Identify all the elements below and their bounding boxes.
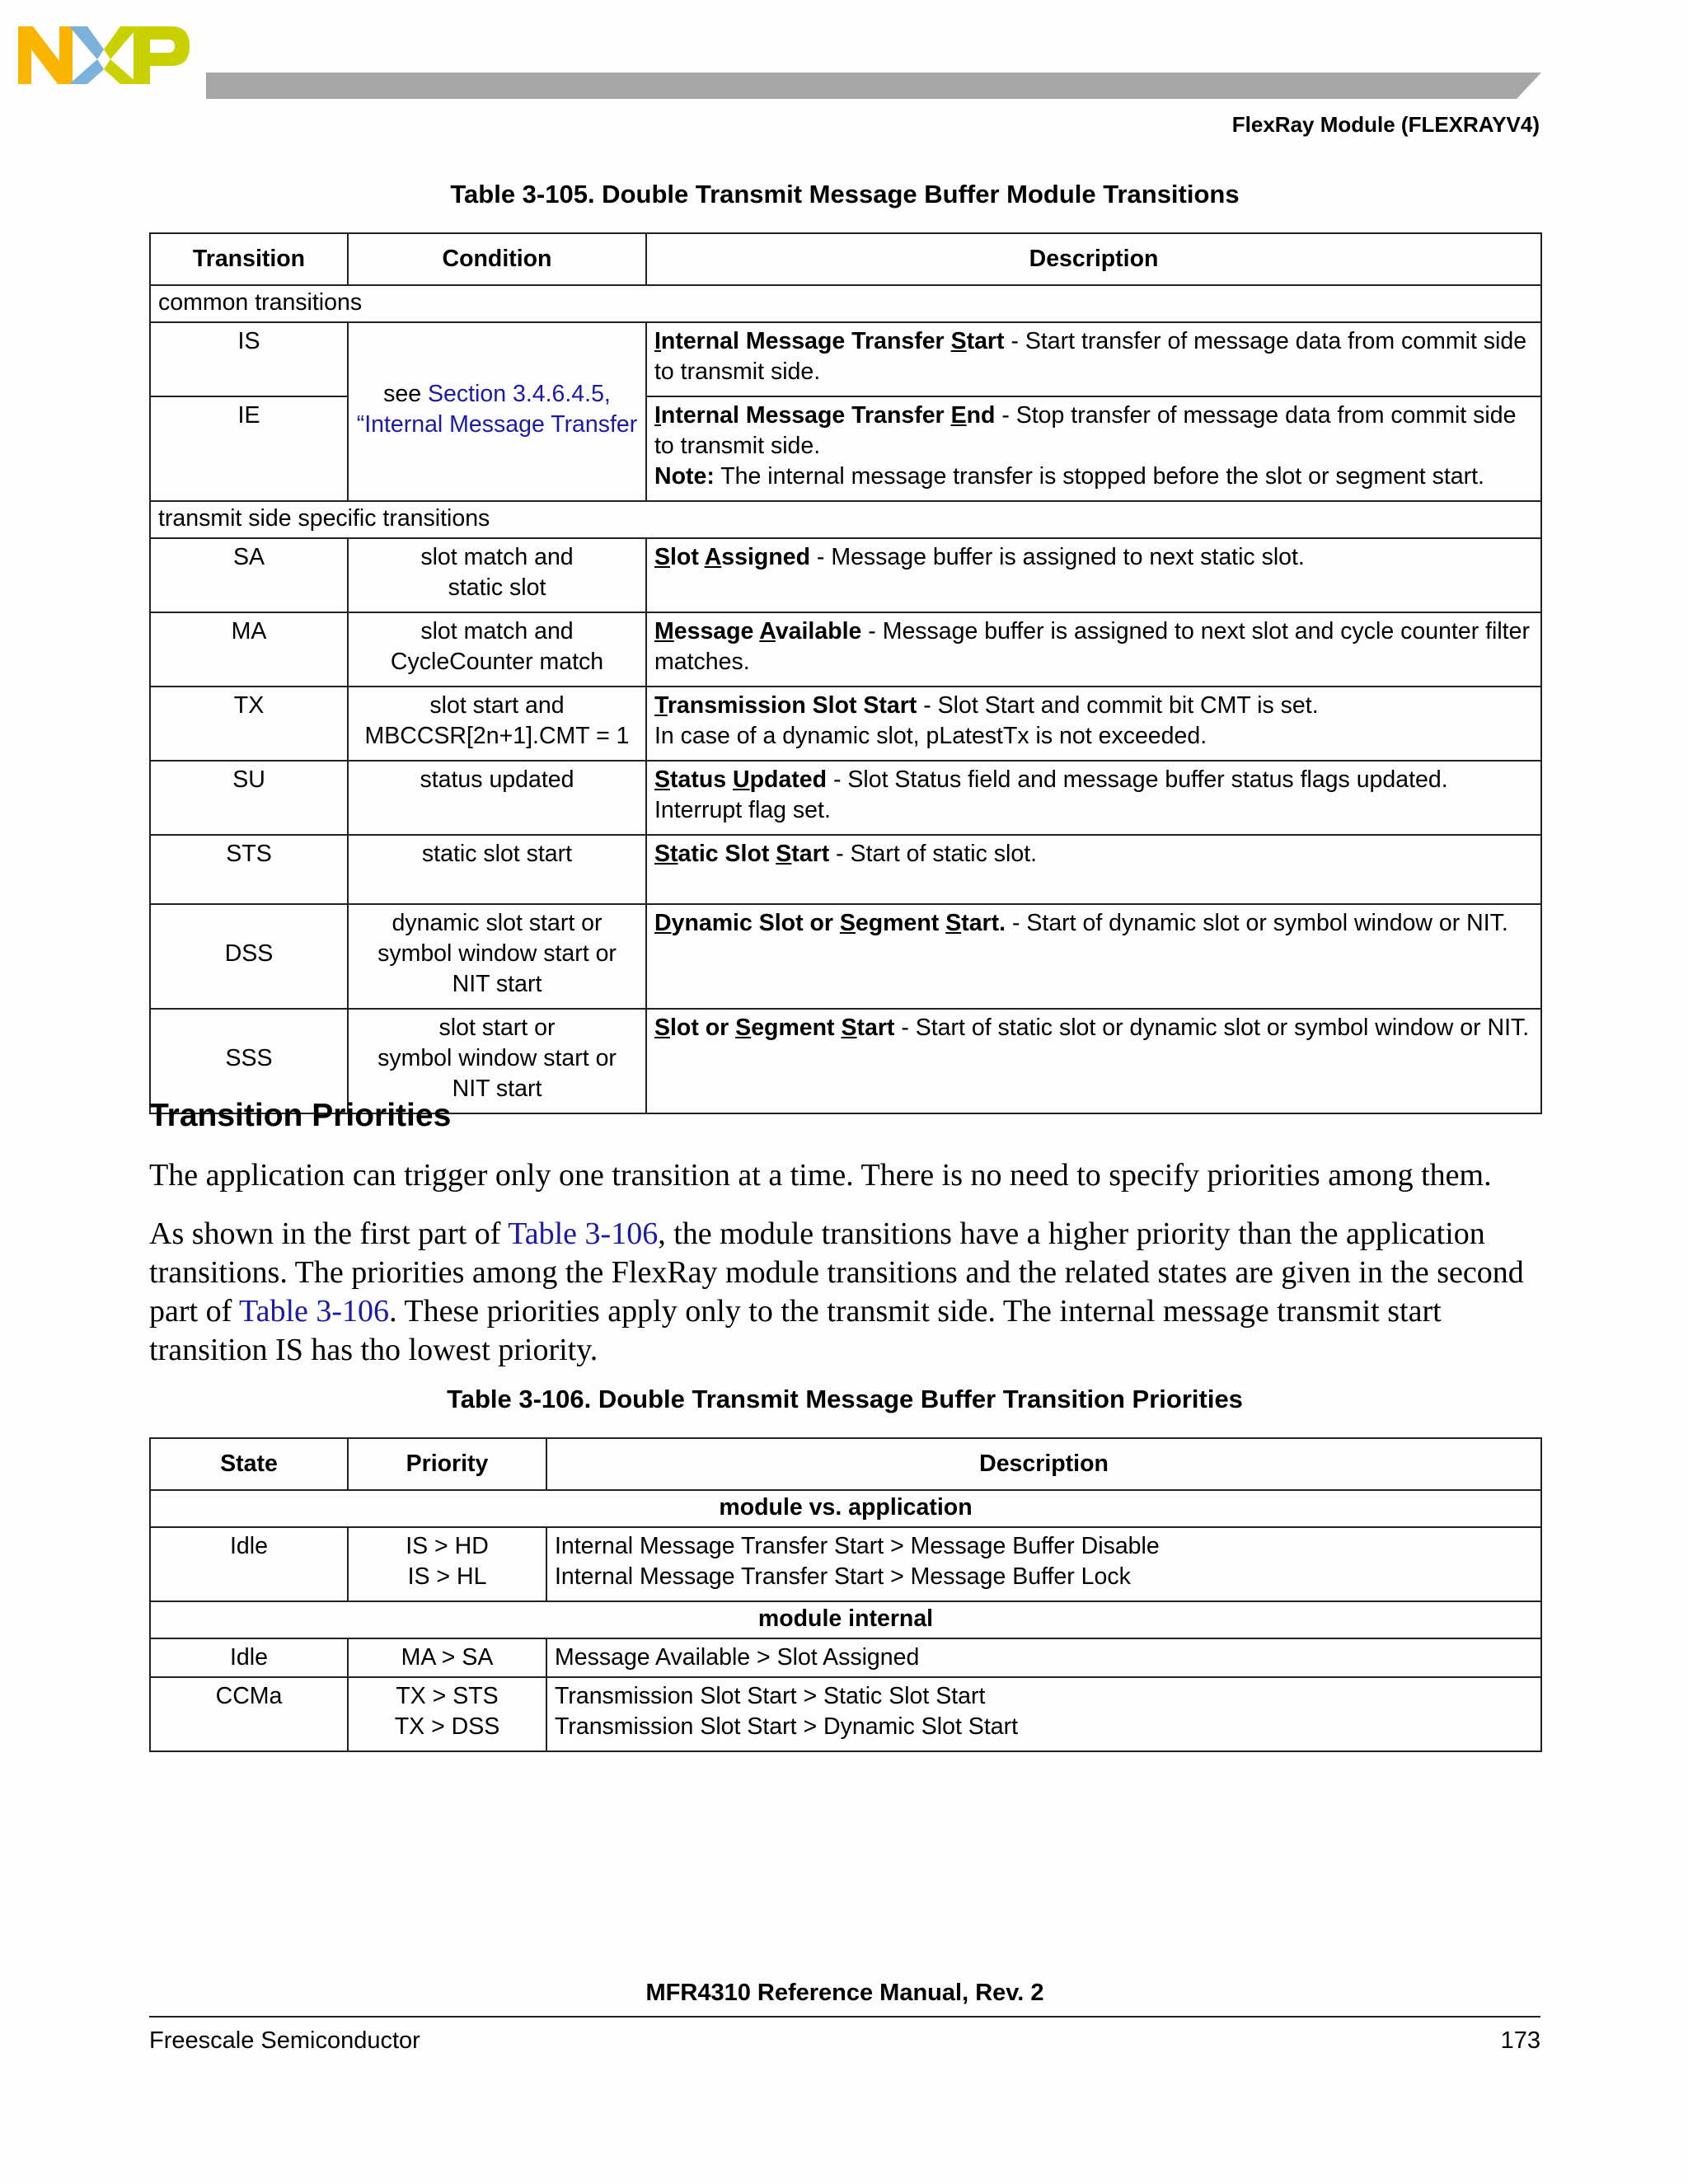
condition-cell: status updated [348,761,646,835]
table-header-row [150,233,1541,285]
description-cell: Dynamic Slot or Segment Start. - Start of dynamic slot or symbol window or NIT. [646,904,1541,1009]
table-105-title: Table 3-105. Double Transmit Message Buffer Module Transitions [450,180,1240,209]
table-row [150,687,1541,761]
col-header-state: State [150,1438,348,1490]
description-cell: Internal Message Transfer Start - Start transfer of message data from commit side to transmit side. [646,322,1541,396]
col-header-condition: Condition [348,233,646,285]
transition-name: Slot Assigned [654,544,810,570]
condition-cell: slot start or symbol window start or NIT start [348,1009,646,1113]
table-row [150,612,1541,687]
table-header-row [150,1438,1541,1490]
note-label: Note: [654,463,715,490]
col-header-priority: Priority [348,1438,546,1490]
description-cell: Internal Message Transfer Start > Message Buffer Disable Internal Message Transfer Start > Message Buffer Lock [546,1527,1541,1601]
col-header-description: Description [546,1438,1541,1490]
table-row [150,1527,1541,1601]
group-row [150,1601,1541,1638]
logo-x-left-lower-shape [69,59,104,84]
transition-name: Transmission Slot Start [654,692,917,719]
state-cell: Idle [150,1527,348,1601]
table-3-106-link[interactable]: Table 3-106 [239,1294,390,1329]
state-cell: Idle [150,1638,348,1677]
section-3-4-6-4-5-link[interactable]: Section 3.4.6.4.5, “Internal Message Transfer [356,380,638,438]
description-cell: Status Updated - Slot Status field and message buffer status flags updated. Interrupt flag set. [646,761,1541,835]
condition-cell: dynamic slot start or symbol window start or NIT start [348,904,646,1009]
group-row [150,501,1541,538]
transition-cell: IE [150,396,348,501]
table-row [150,1638,1541,1677]
col-header-description: Description [646,233,1541,285]
group-row [150,1490,1541,1527]
logo-p-shape [134,26,190,84]
table-3-106-link[interactable]: Table 3-106 [508,1216,659,1251]
description-cell: Transmission Slot Start - Slot Start and commit bit CMT is set. In case of a dynamic slot, pLatestTx is not exceeded. [646,687,1541,761]
table-105 [149,232,1542,1114]
description-cell: Slot or Segment Start - Start of static slot or dynamic slot or symbol window or NIT. [646,1009,1541,1113]
priority-cell: MA > SA [348,1638,546,1677]
transition-cell: DSS [150,904,348,1009]
paragraph-1: The application can trigger only one transition at a time. There is no need to specify priorities among them. [149,1158,1492,1193]
group-row [150,285,1541,322]
priority-cell: IS > HD IS > HL [348,1527,546,1601]
condition-cell-section-ref: see Section 3.4.6.4.5, “Internal Message Transfer [348,322,646,501]
logo-x-right-shape [104,26,138,84]
transition-name: Dynamic Slot or Segment Start. [654,910,1006,936]
logo-x-left-shape [69,26,104,59]
col-header-transition: Transition [150,233,348,285]
transition-cell: IS [150,322,348,396]
transition-cell: MA [150,612,348,687]
paragraph-2: As shown in the first part of Table 3-106, the module transitions have a higher priority than the application transitions. The priorities among the FlexRay module transitions and the related states are given in the second part of Table 3-106. These priorities apply only to the transmit side. The internal message transmit start transition IS has tho lowest priority. [149,1216,1524,1367]
table-row [150,904,1541,1009]
transition-name: Internal Message Transfer Start [654,328,1005,354]
group-transmit-side-transitions: transmit side specific transitions [150,501,1541,538]
transition-cell: SSS [150,1009,348,1113]
group-module-vs-application: module vs. application [150,1490,1541,1527]
description-cell: Internal Message Transfer End - Stop transfer of message data from commit side to transmit side. Note: The internal message transfer is stopped before the slot or segment start. [646,396,1541,501]
transition-cell: STS [150,835,348,904]
table-row [150,322,1541,396]
header-bar [206,73,1541,99]
transition-name: Status Updated [654,766,828,793]
footer-title: MFR4310 Reference Manual, Rev. 2 [645,1980,1044,2006]
table-row [150,835,1541,904]
description-cell: Slot Assigned - Message buffer is assigned to next static slot. [646,538,1541,612]
transition-cell: SU [150,761,348,835]
nxp-logo [18,23,191,87]
state-cell: CCMa [150,1677,348,1751]
description-cell: Static Slot Start - Start of static slot. [646,835,1541,904]
footer-company: Freescale Semiconductor [149,2027,420,2054]
condition-cell: slot start and MBCCSR[2n+1].CMT = 1 [348,687,646,761]
table-106 [149,1437,1542,1752]
transition-name: Internal Message Transfer End [654,402,996,429]
group-module-internal: module internal [150,1601,1541,1638]
priority-cell: TX > STS TX > DSS [348,1677,546,1751]
transition-cell: TX [150,687,348,761]
group-common-transitions: common transitions [150,285,1541,322]
description-cell: Message Available - Message buffer is assigned to next slot and cycle counter filter matches. [646,612,1541,687]
condition-cell: slot match and CycleCounter match [348,612,646,687]
transition-name: Message Available [654,618,862,644]
transition-name: Slot or Segment Start [654,1015,895,1041]
page-number: 173 [1500,2027,1540,2054]
footer-rule [149,2016,1540,2018]
description-cell: Transmission Slot Start > Static Slot Start Transmission Slot Start > Dynamic Slot Start [546,1677,1541,1751]
description-cell: Message Available > Slot Assigned [546,1638,1541,1677]
condition-cell: slot match and static slot [348,538,646,612]
logo-n-shape [18,26,73,84]
table-row [150,761,1541,835]
table-row [150,538,1541,612]
section-heading: Transition Priorities [149,1098,452,1133]
transition-name: Static Slot Start [654,841,830,867]
condition-cell: static slot start [348,835,646,904]
transition-cell: SA [150,538,348,612]
table-106-title: Table 3-106. Double Transmit Message Buffer Transition Priorities [447,1385,1243,1413]
section-header: FlexRay Module (FLEXRAYV4) [1231,112,1540,137]
table-row [150,1677,1541,1751]
